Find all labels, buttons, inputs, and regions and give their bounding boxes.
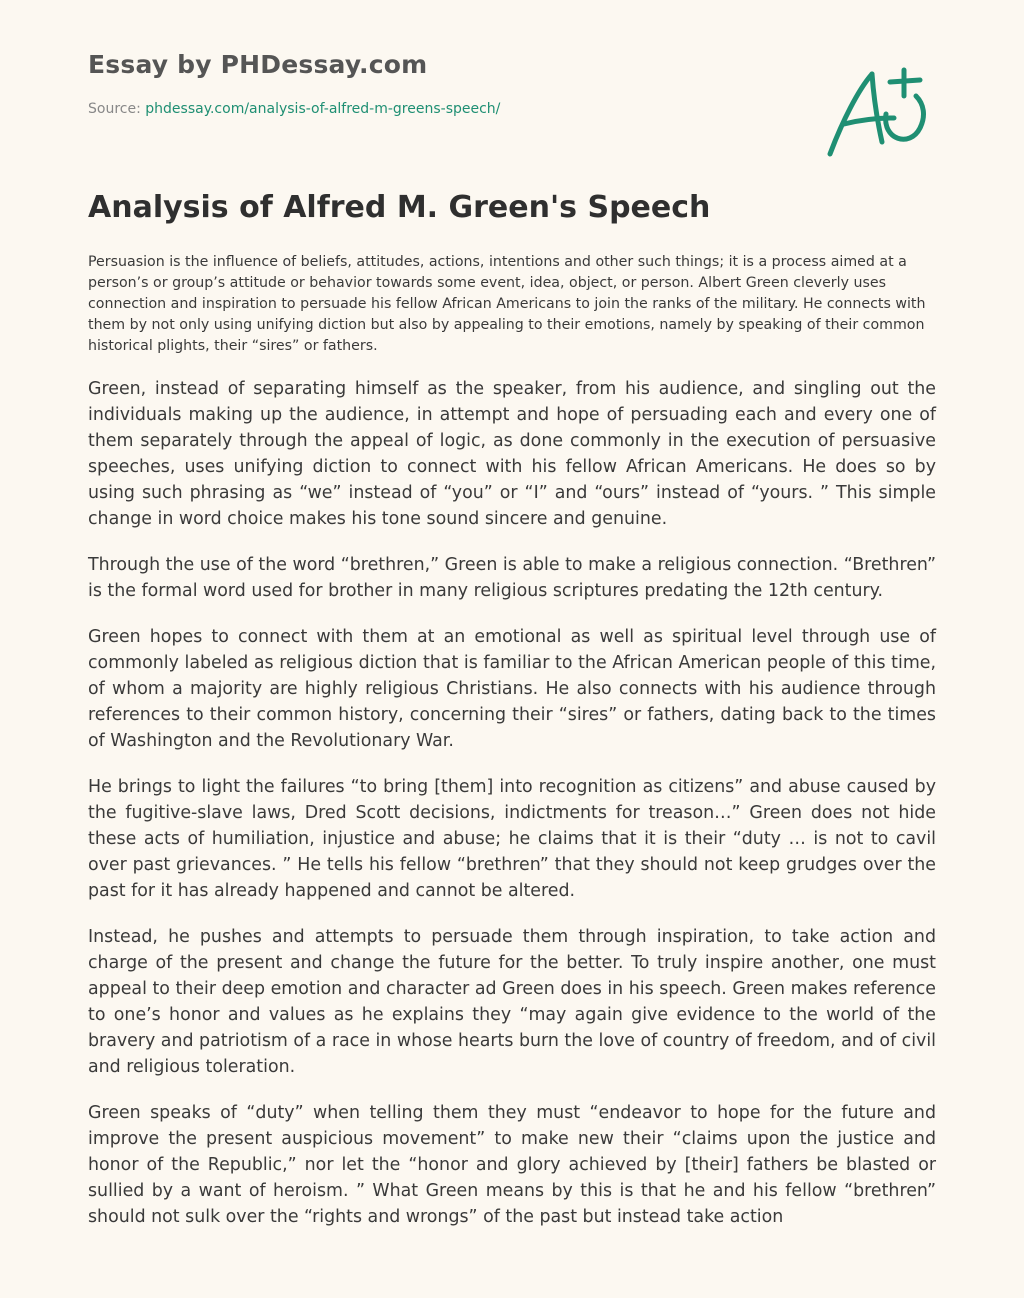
body-paragraph: Instead, he pushes and attempts to persuade them through inspiration, to take action and charge of the present and change the future for the better. To truly inspire another, one must appeal to their deep emotion and character ad Green does in his speech. Green makes reference to one’s honor and values as he explains they “may again give evidence to the world of the bravery and patriotism of a race in whose hearts burn the love of country of freedom, and of civil and religious toleration.	[88, 927, 936, 1077]
body-paragraph: He brings to light the failures “to bring [them] into recognition as citizens” and abuse caused by the fugitive-slave laws, Dred Scott decisions, indictments for treason…” Green does not hide these acts of humiliation, injustice and abuse; he claims that it is their “duty … is not to cavil over past grievances. ” He tells his fellow “brethren” that they should not keep grudges over the past for it has already happened and cannot be altered.	[88, 777, 936, 901]
site-brand: Essay by PHDessay.com	[88, 50, 428, 79]
source-link[interactable]: phdessay.com/analysis-of-alfred-m-greens-speech/	[145, 101, 501, 117]
a-plus-icon	[820, 62, 932, 162]
source-label: Source:	[88, 101, 146, 117]
body-paragraph: Green hopes to connect with them at an emotional as well as spiritual level through use of commonly labeled as religious diction that is familiar to the African American people of this time, of whom a majority are highly religious Christians. He also connects with his audience through references to their common history, concerning their “sires” or fathers, dating back to the times of Washington and the Revolutionary War.	[88, 627, 936, 751]
body-paragraph: Green speaks of “duty” when telling them they must “endeavor to hope for the future and improve the present auspicious movement” to make new their “claims upon the justice and honor of the Republic,” nor let the “honor and glory achieved by [their] fathers be blasted or sullied by a want of heroism. ” What Green means by this is that he and his fellow “brethren” should not sulk over the “rights and wrongs” of the past but instead take action	[88, 1103, 936, 1227]
grade-logo	[820, 62, 932, 162]
article-title: Analysis of Alfred M. Green's Speech	[88, 190, 711, 225]
body-paragraph: Through the use of the word “brethren,” Green is able to make a religious connection. “Brethren” is the formal word used for brother in many religious scriptures predating the 12th century.	[88, 555, 936, 601]
article-body	[88, 376, 936, 1250]
body-paragraph: Green, instead of separating himself as the speaker, from his audience, and singling out the individuals making up the audience, in attempt and hope of persuading each and every one of them separately through the appeal of logic, as done commonly in the execution of persuasive speeches, uses unifying diction to connect with his fellow African Americans. He does so by using such phrasing as “we” instead of “you” or “I” and “ours” instead of “yours. ” This simple change in word choice makes his tone sound sincere and genuine.	[88, 379, 936, 529]
article-intro: Persuasion is the influence of beliefs, attitudes, actions, intentions and other such things; it is a process aimed at a person’s or group’s attitude or behavior towards some event, idea, object, or person. Albert Green cleverly uses connection and inspiration to persuade his fellow African Americans to join the ranks of the military. He connects with them by not only using unifying diction but also by appealing to their emotions, namely by speaking of their common historical plights, their “sires” or fathers.	[88, 254, 926, 354]
source-line	[88, 101, 500, 117]
